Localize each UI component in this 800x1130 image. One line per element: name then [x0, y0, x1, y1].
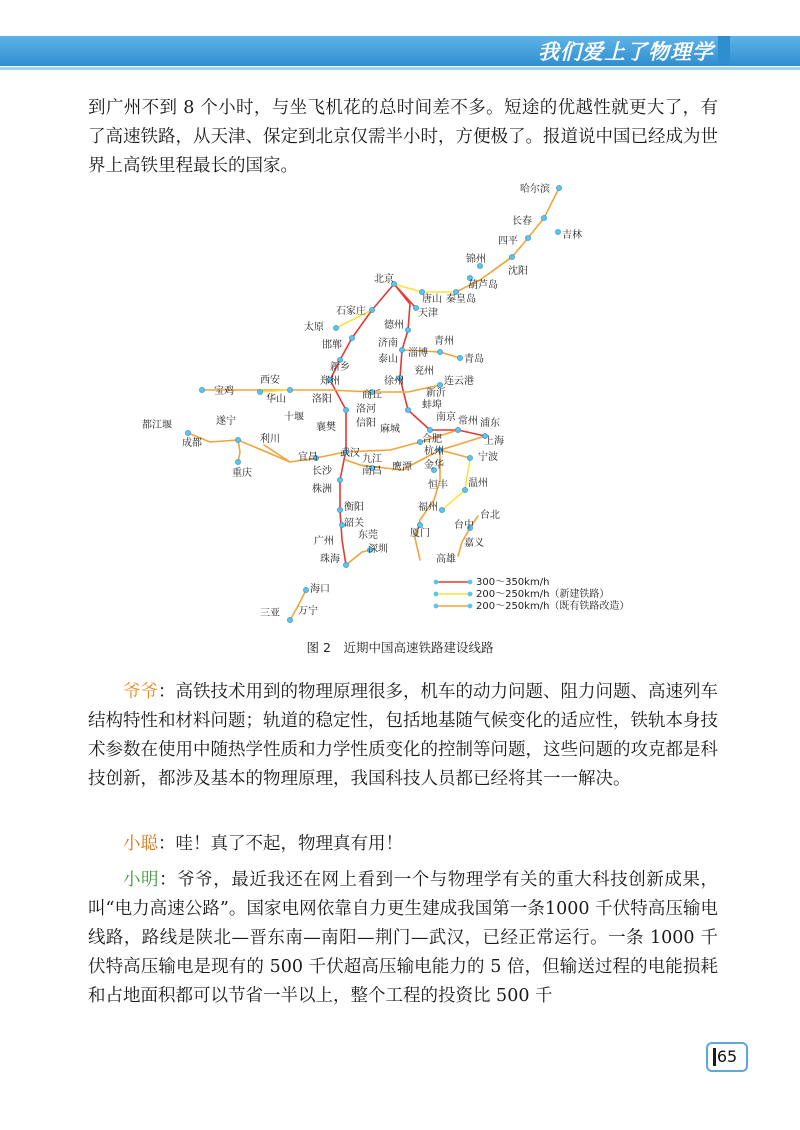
station-zibo — [437, 349, 442, 354]
station-siping — [525, 235, 530, 240]
city-label: 嘉义 — [464, 538, 484, 549]
station-harbin — [556, 185, 561, 190]
speaker-grandpa: 爷爷 — [123, 682, 158, 702]
city-label: 徐州 — [384, 376, 404, 387]
line-yangtze — [188, 430, 458, 462]
city-label: 淄博 — [408, 348, 428, 359]
station-haikou — [303, 587, 308, 592]
station-shijiazhuang — [369, 307, 374, 312]
station-handan — [349, 335, 354, 340]
city-label: 台北 — [480, 510, 500, 521]
city-label: 成都 — [182, 438, 202, 449]
city-label: 重庆 — [232, 468, 252, 479]
city-label: 唐山 — [422, 294, 442, 305]
city-label: 宁波 — [478, 452, 498, 463]
city-label: 台中 — [454, 520, 474, 531]
city-label: 厦门 — [410, 528, 430, 539]
city-label: 南京 — [436, 412, 456, 423]
city-label: 青州 — [434, 336, 454, 347]
city-label: 洛河 — [356, 404, 376, 415]
line-chongqing — [238, 440, 240, 462]
xiaocong-paragraph — [88, 830, 718, 859]
station-changchun — [541, 215, 546, 220]
city-label: 珠海 — [320, 554, 340, 565]
city-label: 郑州 — [320, 376, 340, 387]
station-chongqing — [235, 459, 240, 464]
header-tab — [718, 36, 730, 66]
city-label: 杭州 — [424, 446, 444, 457]
city-label: 泰山 — [378, 354, 398, 365]
station-changzhou — [455, 427, 460, 432]
city-label: 三亚 — [260, 608, 280, 619]
city-label: 新沂 — [426, 388, 446, 399]
city-label: 信阳 — [356, 418, 376, 429]
top-paragraph: 到广州不到 8 个小时，与坐飞机花的总时间差不多。短途的优越性就更大了，有了高速铁路，从天津、保定到北京仅需半小时，方便极了。报道说中国已经成为世界上高铁里程最长的国家。 — [88, 98, 718, 176]
station-wenzhou — [462, 487, 467, 492]
city-label: 福州 — [418, 502, 438, 513]
city-label: 温州 — [468, 478, 488, 489]
line-ningbo — [440, 450, 470, 458]
city-label: 十堰 — [284, 412, 304, 423]
city-label: 高雄 — [436, 554, 456, 565]
city-label: 浦东 — [480, 418, 500, 429]
line-beijing-qinhuangdao — [394, 284, 456, 292]
city-label: 上海 — [484, 436, 504, 447]
city-label: 利川 — [260, 434, 280, 445]
figure-caption: 图 2 近期中国高速铁路建设线路 — [306, 640, 494, 655]
city-label: 万宁 — [298, 606, 318, 617]
city-label: 衡阳 — [344, 502, 364, 513]
legend-label: 300～350km/h — [476, 577, 550, 588]
legend-label: 200～250km/h（既有铁路改造） — [476, 601, 630, 612]
city-label: 东莞 — [358, 530, 378, 541]
station-huashan — [287, 387, 292, 392]
station-nanjing — [427, 427, 432, 432]
station-lianyungang — [437, 382, 442, 387]
station-shenyang — [509, 254, 514, 259]
station-ningbo — [467, 455, 472, 460]
city-label: 韶关 — [344, 518, 364, 529]
city-label: 天津 — [418, 308, 438, 319]
city-label: 哈尔滨 — [520, 184, 550, 195]
xiaoming-text: ：爷爷，最近我还在网上看到一个与物理学有关的重大科技创新成果，叫“电力高速公路”。国家电网依靠自力更生建成我国第一条1000 千伏特高压输电线路，路线是陕北—晋东南—南阳—荆门—武汉，已经正常运行。一条 1000 千伏特高压输电是现有的 500 千伏超高压输电能力的 5 倍，但输送过程的电能损耗和占地面积都可以节省一半以上，整个工程的投资比 500 千 — [88, 870, 718, 1006]
city-label: 兖州 — [414, 366, 434, 377]
city-label: 沈阳 — [508, 266, 528, 277]
city-label: 连云港 — [444, 376, 474, 387]
station-baoji — [199, 387, 204, 392]
station-sanya — [287, 617, 292, 622]
xiaocong-text: ：哇！真了不起，物理真有用！ — [158, 834, 403, 854]
line-harbin-shenyang — [494, 188, 559, 270]
station-xian — [257, 389, 262, 394]
city-label: 广州 — [314, 536, 334, 547]
city-label: 吉林 — [562, 230, 582, 241]
city-label: 新乡 — [330, 362, 350, 373]
city-label: 秦皇岛 — [446, 294, 476, 305]
legend-label: 200～250km/h（新建铁路） — [476, 589, 610, 600]
city-label: 株洲 — [312, 484, 332, 495]
city-label: 华山 — [266, 394, 286, 405]
city-label: 德州 — [384, 320, 404, 331]
city-label: 葫芦岛 — [468, 280, 498, 291]
station-xiamen — [417, 522, 422, 527]
city-label: 宜昌 — [298, 452, 318, 463]
speaker-xiaocong: 小聪 — [123, 834, 158, 854]
grandpa-paragraph — [88, 678, 718, 794]
station-dezhou — [405, 327, 410, 332]
station-taiyuan — [333, 325, 338, 330]
station-suining — [235, 437, 240, 442]
station-xinyang — [343, 407, 348, 412]
city-label: 邯郸 — [322, 340, 342, 351]
grandpa-text: ：高铁技术用到的物理原理很多，机车的动力问题、阻力问题、高速列车结构特性和材料问题；轨道的稳定性，包括地基随气候变化的适应性，铁轨本身技术参数在使用中随热学性质和力学性质变化的控制等问题，这些问题的攻克都是科技创新，都涉及基本的物理原理，我国科技人员都已经将其一一解决。 — [88, 682, 718, 789]
city-label: 商丘 — [362, 390, 382, 401]
city-label: 武汉 — [340, 448, 360, 459]
city-label: 麻城 — [380, 424, 400, 435]
railway-map — [140, 180, 630, 625]
city-label: 长沙 — [312, 466, 332, 477]
station-bengbu — [405, 407, 410, 412]
city-label: 都江堰 — [142, 420, 172, 431]
city-label: 合肥 — [422, 434, 442, 445]
city-label: 西安 — [260, 375, 280, 386]
city-label: 锦州 — [466, 254, 486, 265]
city-label: 四平 — [498, 236, 518, 247]
city-label: 鹰潭 — [392, 462, 412, 473]
station-zhuzhou — [337, 507, 342, 512]
station-jinan — [399, 347, 404, 352]
city-label: 恒丰 — [428, 480, 448, 491]
city-label: 蚌埠 — [422, 400, 442, 411]
station-qingdao — [457, 355, 462, 360]
station-jilin — [555, 229, 560, 234]
city-label: 洛阳 — [312, 394, 332, 405]
city-label: 海口 — [310, 584, 330, 595]
station-changsha — [337, 477, 342, 482]
city-label: 常州 — [458, 416, 478, 427]
city-label: 青岛 — [464, 354, 484, 365]
city-label: 宝鸡 — [214, 386, 234, 397]
city-label: 南昌 — [362, 466, 382, 477]
line-guangshen — [346, 550, 370, 565]
speaker-xiaoming: 小明 — [123, 870, 160, 890]
city-label: 遂宁 — [216, 416, 236, 427]
page-number: 65 — [706, 1042, 748, 1072]
city-label: 太原 — [304, 322, 324, 333]
station-fuzhou — [439, 507, 444, 512]
station-guangzhou — [343, 562, 348, 567]
city-label: 金华 — [424, 460, 444, 471]
city-label: 长春 — [512, 216, 532, 227]
header-title: 我们爱上了物理学 — [538, 40, 714, 64]
city-label: 九江 — [362, 454, 382, 465]
city-label: 襄樊 — [316, 422, 336, 433]
city-label: 深圳 — [368, 544, 388, 555]
city-label: 北京 — [374, 274, 394, 285]
station-chengdu — [185, 430, 190, 435]
city-label: 石家庄 — [336, 306, 366, 317]
xiaoming-paragraph — [88, 866, 718, 1011]
city-label: 济南 — [378, 338, 398, 349]
